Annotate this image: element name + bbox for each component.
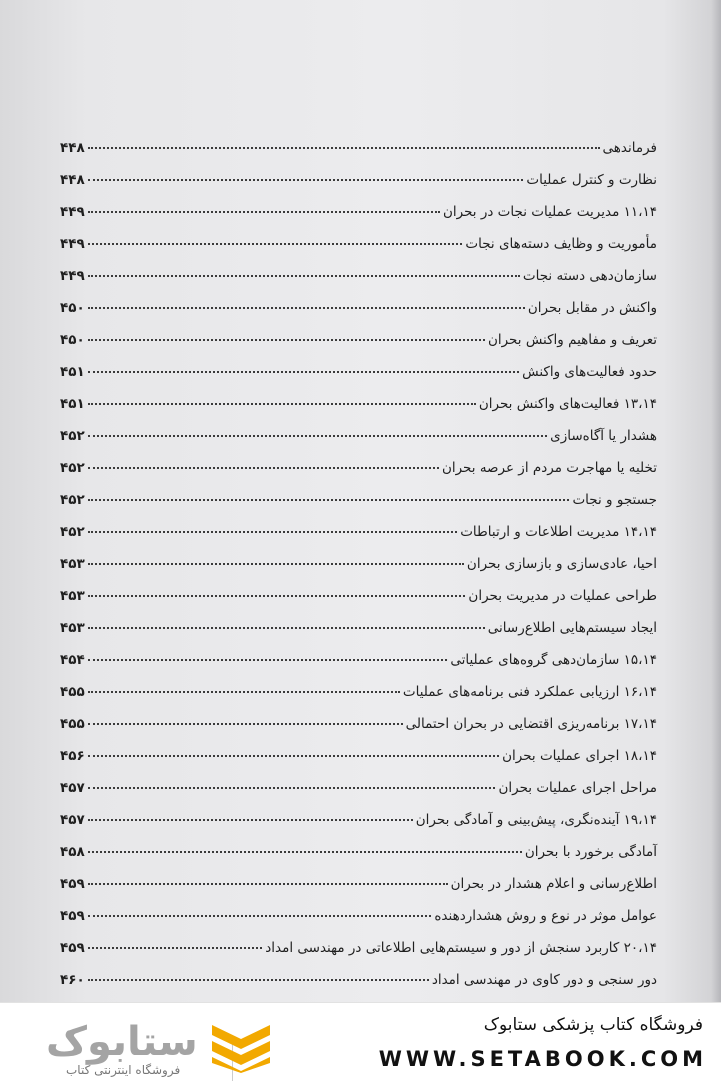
- toc-entry-title: فرماندهی: [602, 140, 657, 156]
- toc-entry-title: هشدار یا آگاه‌سازی: [550, 428, 657, 444]
- toc-entry-title: عوامل موثر در نوع و روش هشداردهنده: [434, 908, 657, 924]
- toc-entry-title: واکنش در مقابل بحران: [527, 300, 657, 316]
- toc-entry: [60, 236, 657, 268]
- toc-entry-page: ۴۵۷: [60, 812, 85, 828]
- toc-entry: [60, 620, 657, 652]
- toc-leader-dots: [88, 594, 466, 597]
- toc-entry: [60, 428, 657, 460]
- toc-entry-title: احیا، عادی‌سازی و بازسازی بحران: [466, 556, 657, 572]
- toc-entry-page: ۴۵۵: [60, 716, 85, 732]
- toc-entry: [60, 204, 657, 236]
- toc-entry-page: ۴۵۹: [60, 940, 85, 956]
- toc-entry-title: جستجو و نجات: [572, 492, 657, 508]
- store-footer-banner: [0, 1002, 721, 1081]
- toc-leader-dots: [88, 178, 524, 181]
- toc-entry-page: ۴۵۱: [60, 364, 85, 380]
- toc-entry: [60, 172, 657, 204]
- setabook-logo[interactable]: [36, 1019, 276, 1077]
- toc-entry-title: ۱۸،۱۴ اجرای عملیات بحران: [502, 748, 657, 764]
- toc-leader-dots: [88, 562, 464, 565]
- toc-leader-dots: [88, 946, 263, 949]
- toc-entry-page: ۴۵۲: [60, 460, 85, 476]
- toc-leader-dots: [88, 338, 485, 341]
- toc-entry: [60, 844, 657, 876]
- toc-entry-page: ۴۵۹: [60, 876, 85, 892]
- toc-leader-dots: [88, 626, 485, 629]
- toc-entry-page: ۴۴۹: [60, 236, 85, 252]
- toc-entry-title: سازمان‌دهی دسته نجات: [522, 268, 657, 284]
- table-of-contents: [60, 140, 657, 1002]
- toc-leader-dots: [88, 402, 476, 405]
- toc-entry-page: ۴۵۸: [60, 844, 85, 860]
- toc-entry: [60, 972, 657, 1002]
- page-edge: [711, 0, 721, 1002]
- toc-entry-title: آمادگی برخورد با بحران: [524, 844, 657, 860]
- toc-entry-page: ۴۵۳: [60, 620, 85, 636]
- toc-leader-dots: [88, 786, 496, 789]
- toc-leader-dots: [88, 498, 570, 501]
- toc-leader-dots: [88, 978, 429, 981]
- toc-entry: [60, 332, 657, 364]
- toc-entry: [60, 364, 657, 396]
- toc-entry-title: تخلیه یا مهاجرت مردم از عرصه بحران: [441, 460, 657, 476]
- toc-entry-title: مراحل اجرای عملیات بحران: [498, 780, 657, 796]
- toc-entry-page: ۴۵۲: [60, 492, 85, 508]
- toc-entry-title: تعریف و مفاهیم واکنش بحران: [487, 332, 657, 348]
- toc-entry: [60, 748, 657, 780]
- toc-entry: [60, 780, 657, 812]
- toc-entry: [60, 556, 657, 588]
- toc-entry-title: ۱۶،۱۴ ارزیابی عملکرد فنی برنامه‌های عملیات: [402, 684, 657, 700]
- toc-entry: [60, 524, 657, 556]
- book-chevron-icon: [208, 1019, 274, 1073]
- toc-entry-title: ۱۵،۱۴ سازمان‌دهی گروه‌های عملیاتی: [450, 652, 657, 668]
- toc-entry-title: حدود فعالیت‌های واکنش: [522, 364, 657, 380]
- toc-entry-title: نظارت و کنترل عملیات: [526, 172, 657, 188]
- toc-entry: [60, 140, 657, 172]
- toc-entry: [60, 876, 657, 908]
- toc-entry-page: ۴۵۹: [60, 908, 85, 924]
- toc-leader-dots: [88, 370, 519, 373]
- toc-leader-dots: [88, 818, 413, 821]
- toc-entry-page: ۴۵۱: [60, 396, 85, 412]
- toc-entry-page: ۴۵۷: [60, 780, 85, 796]
- toc-entry-title: ۱۴،۱۴ مدیریت اطلاعات و ارتباطات: [460, 524, 657, 540]
- toc-entry: [60, 716, 657, 748]
- toc-entry-page: ۴۵۰: [60, 332, 85, 348]
- toc-entry-page: ۴۶۰: [60, 972, 85, 988]
- toc-entry-page: ۴۴۸: [60, 172, 85, 188]
- toc-entry-page: ۴۴۹: [60, 268, 85, 284]
- toc-leader-dots: [88, 850, 522, 853]
- toc-entry: [60, 652, 657, 684]
- toc-leader-dots: [88, 274, 520, 277]
- toc-entry-title: دور سنجی و دور کاوی در مهندسی امداد: [431, 972, 657, 988]
- toc-entry-title: طراحی عملیات در مدیریت بحران: [468, 588, 657, 604]
- toc-entry-page: ۴۵۲: [60, 428, 85, 444]
- toc-entry-title: ۱۷،۱۴ برنامه‌ریزی اقتضایی در بحران احتمالی: [405, 716, 657, 732]
- toc-entry-page: ۴۵۶: [60, 748, 85, 764]
- toc-leader-dots: [88, 530, 457, 533]
- toc-entry-page: ۴۵۵: [60, 684, 85, 700]
- toc-leader-dots: [88, 882, 448, 885]
- toc-entry-page: ۴۴۹: [60, 204, 85, 220]
- toc-entry-page: ۴۵۳: [60, 588, 85, 604]
- store-name: فروشگاه کتاب پزشکی ستابوک: [483, 1015, 703, 1035]
- logo-text: ستابوک: [46, 1019, 198, 1065]
- toc-entry-title: ایجاد سیستم‌هایی اطلاع‌رسانی: [487, 620, 657, 636]
- toc-entry-title: مأموریت و وظایف دسته‌های نجات: [465, 236, 657, 252]
- store-url-link[interactable]: WWW.SETABOOK.COM: [378, 1047, 707, 1071]
- toc-entry: [60, 588, 657, 620]
- toc-entry: [60, 396, 657, 428]
- toc-entry-title: ۱۳،۱۴ فعالیت‌های واکنش بحران: [478, 396, 657, 412]
- toc-leader-dots: [88, 754, 499, 757]
- toc-entry: [60, 908, 657, 940]
- toc-entry: [60, 300, 657, 332]
- toc-leader-dots: [88, 914, 432, 917]
- toc-entry: [60, 492, 657, 524]
- toc-entry-page: ۴۵۳: [60, 556, 85, 572]
- toc-leader-dots: [88, 690, 400, 693]
- toc-entry-title: اطلاع‌رسانی و اعلام هشدار در بحران: [450, 876, 657, 892]
- toc-entry-page: ۴۴۸: [60, 140, 85, 156]
- toc-leader-dots: [88, 466, 439, 469]
- toc-leader-dots: [88, 722, 403, 725]
- toc-leader-dots: [88, 658, 448, 661]
- toc-entry: [60, 460, 657, 492]
- toc-entry-title: ۲۰،۱۴ کاربرد سنجش از دور و سیستم‌هایی اطلاعاتی در مهندسی امداد: [265, 940, 657, 956]
- toc-leader-dots: [88, 242, 463, 245]
- toc-entry-page: ۴۵۴: [60, 652, 85, 668]
- toc-leader-dots: [88, 146, 600, 149]
- toc-leader-dots: [88, 434, 547, 437]
- toc-entry-page: ۴۵۲: [60, 524, 85, 540]
- toc-entry-page: ۴۵۰: [60, 300, 85, 316]
- toc-entry: [60, 940, 657, 972]
- toc-entry-title: ۱۱،۱۴ مدیریت عملیات نجات در بحران: [442, 204, 657, 220]
- toc-leader-dots: [88, 210, 440, 213]
- logo-subtitle: فروشگاه اینترنتی کتاب: [66, 1063, 181, 1077]
- toc-entry-title: ۱۹،۱۴ آینده‌نگری، پیش‌بینی و آمادگی بحران: [415, 812, 657, 828]
- toc-leader-dots: [88, 306, 525, 309]
- toc-entry: [60, 812, 657, 844]
- toc-entry: [60, 684, 657, 716]
- toc-entry: [60, 268, 657, 300]
